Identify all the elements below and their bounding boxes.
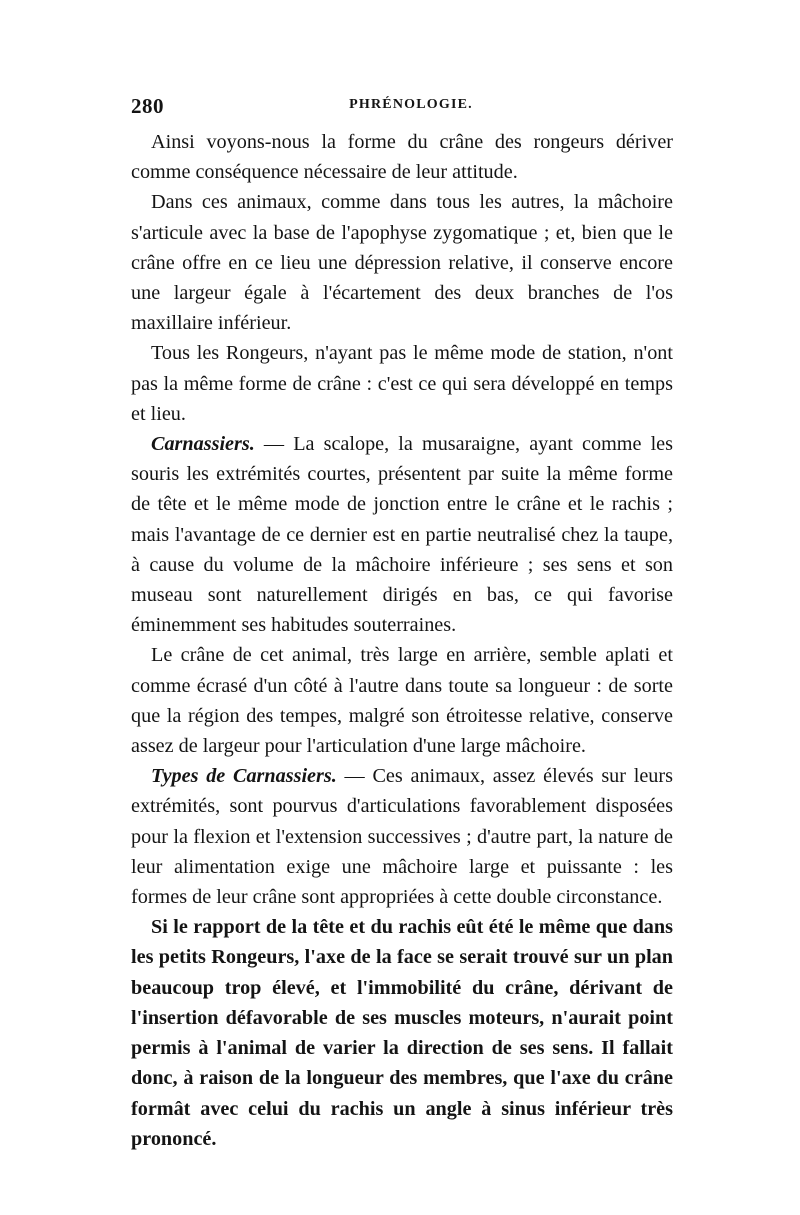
running-head: PHRÉNOLOGIE.: [349, 97, 473, 112]
paragraph: [131, 127, 673, 187]
paragraph-text: Le crâne de cet animal, très large en arrière, semble aplati et comme écrasé d'un côté à l'autre dans toute sa longueur : de sorte que la région des tempes, malgré son étroitesse relative, conserve assez de largeur pour l'articulation d'une large mâchoire.: [131, 644, 673, 758]
section-lead: Carnassiers.: [151, 433, 255, 456]
paragraph-text: Si le rapport de la tête et du rachis eût été le même que dans les petits Rongeurs, l'axe de la face se serait trouvé sur un plan beaucoup trop élevé, et l'immobilité du crâne, dérivant de l'insertion défavorable de ses muscles moteurs, n'aurait point permis à l'animal de varier la direction de ses sens. Il fallait donc, à raison de la longueur des membres, que l'axe du crâne formât avec celui du rachis un angle à sinus inférieur très prononcé.: [131, 916, 673, 1150]
body-text: [131, 127, 673, 1154]
paragraph-text: — Ces animaux, assez élevés sur leurs extrémités, sont pourvus d'articulations favorablement disposées pour la flexion et l'extension successives ; d'autre part, la nature de leur alimentation exige une mâchoire large et puissante : les formes de leur crâne sont appropriées à cette double circonstance.: [131, 765, 673, 909]
paragraph-text: Ainsi voyons-nous la forme du crâne des rongeurs dériver comme conséquence nécessaire de leur attitude.: [131, 131, 673, 184]
paragraph: [131, 761, 673, 912]
page-header: [131, 94, 671, 120]
paragraph: [131, 429, 673, 640]
paragraph-text: Tous les Rongeurs, n'ayant pas le même mode de station, n'ont pas la même forme de crâne : c'est ce qui sera développé en temps et lieu.: [131, 342, 673, 425]
paragraph-text: — La scalope, la musaraigne, ayant comme les souris les extrémités courtes, présentent par suite la même forme de tête et le même mode de jonction entre le crâne et le rachis ; mais l'avantage de ce dernier est en partie neutralisé chez la taupe, à cause du volume de la mâchoire inférieure ; ses sens et son museau sont naturellement dirigés en bas, ce qui favorise éminemment ses habitudes souterraines.: [131, 433, 673, 637]
page-number: 280: [131, 94, 164, 118]
section-lead: Types de Carnassiers.: [151, 765, 337, 788]
paragraph: [131, 640, 673, 761]
paragraph-text: Dans ces animaux, comme dans tous les autres, la mâchoire s'articule avec la base de l'apophyse zygomatique ; et, bien que le crâne offre en ce lieu une dépression relative, il conserve encore une largeur égale à l'écartement des deux branches de l'os maxillaire inférieur.: [131, 191, 673, 335]
paragraph: [131, 338, 673, 429]
paragraph: [131, 912, 673, 1154]
paragraph: [131, 187, 673, 338]
